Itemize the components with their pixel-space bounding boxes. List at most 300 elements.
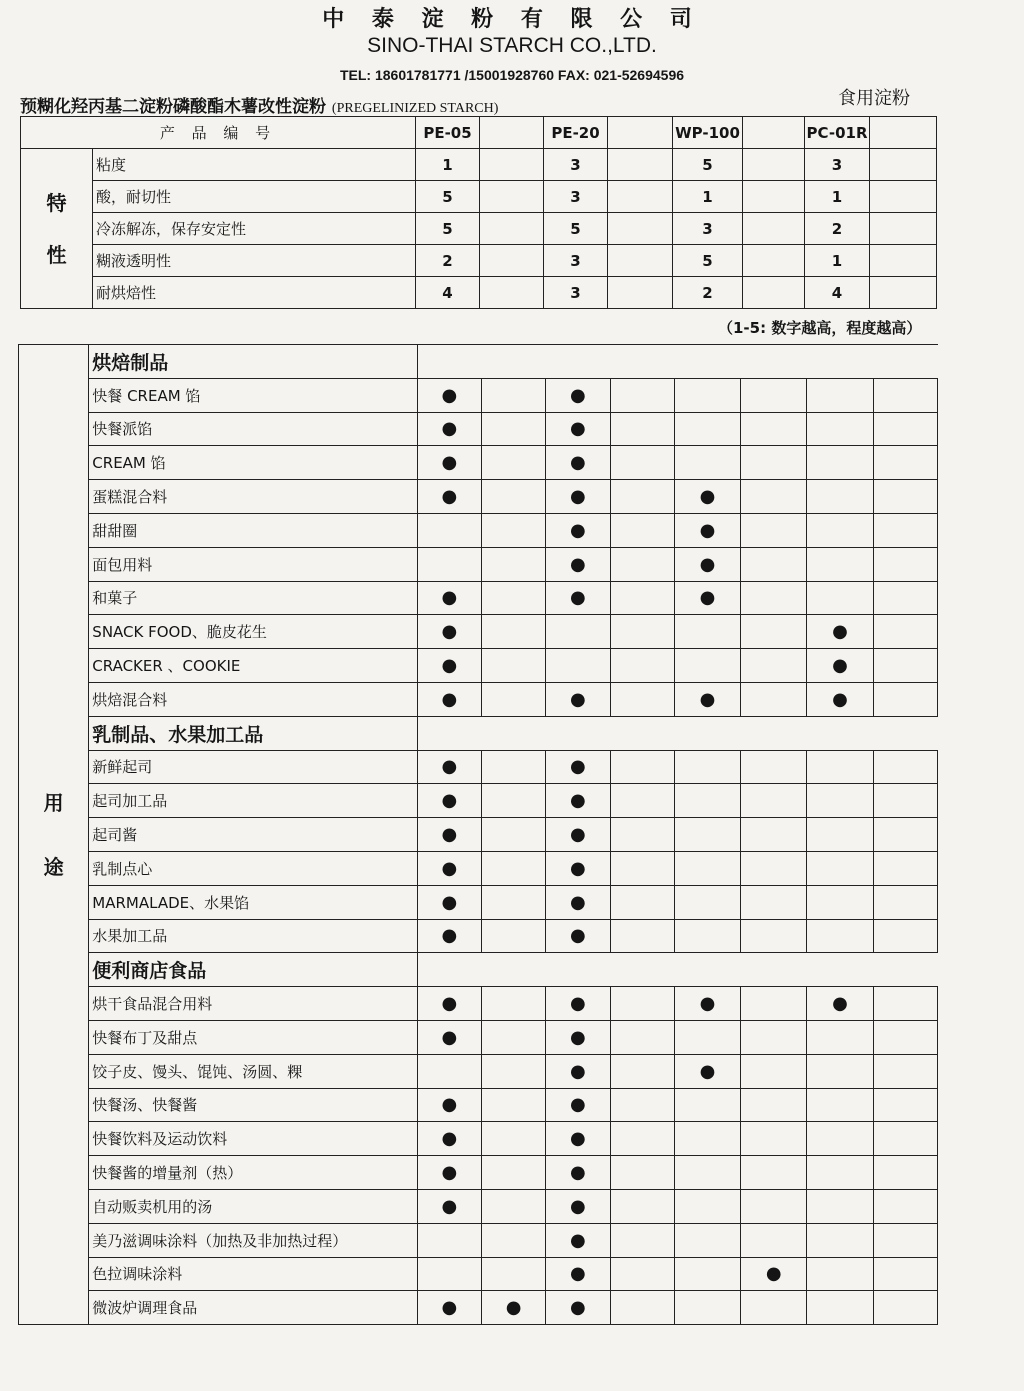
section-label-char: 途: [43, 854, 64, 879]
property-row: [21, 213, 937, 245]
empty-cell: [674, 1156, 740, 1190]
usage-mark: ●: [546, 1020, 610, 1054]
usage-row: [19, 615, 938, 649]
usage-mark: ●: [417, 480, 481, 514]
usage-row: [19, 1020, 938, 1054]
usage-label: 色拉调味涂料: [89, 1257, 417, 1291]
usage-mark: ●: [417, 649, 481, 683]
property-label: 耐烘焙性: [93, 277, 416, 309]
empty-cell: [741, 480, 807, 514]
usage-row: [19, 919, 938, 953]
usage-label: 起司酱: [89, 818, 417, 852]
usage-row: [19, 547, 938, 581]
empty-cell: [546, 615, 610, 649]
empty-cell: [610, 818, 674, 852]
empty-cell: [807, 885, 873, 919]
property-value: 2: [416, 245, 480, 277]
property-value: 5: [673, 245, 743, 277]
usage-label: CREAM 馅: [89, 446, 417, 480]
empty-cell: [807, 919, 873, 953]
property-value: 5: [544, 213, 608, 245]
empty-cell: [873, 1020, 937, 1054]
empty-cell: [481, 1088, 545, 1122]
empty-cell: [873, 987, 937, 1021]
property-label: 糊液透明性: [93, 245, 416, 277]
empty-cell: [610, 885, 674, 919]
usage-label: MARMALADE、水果馅: [89, 885, 417, 919]
empty-cell: [873, 818, 937, 852]
empty-cell: [610, 1189, 674, 1223]
properties-header-row: [21, 117, 937, 149]
property-value: 3: [544, 149, 608, 181]
usage-mark: ●: [674, 513, 740, 547]
usage-mark: ●: [546, 682, 610, 716]
empty-cell: [741, 1223, 807, 1257]
empty-cell: [610, 446, 674, 480]
product-title-en: (PREGELINIZED STARCH): [331, 101, 499, 116]
empty-cell: [741, 1122, 807, 1156]
usage-mark: ●: [546, 412, 610, 446]
property-value: 2: [805, 213, 870, 245]
usage-mark: ●: [807, 987, 873, 1021]
usage-mark: ●: [417, 818, 481, 852]
usage-mark: ●: [546, 513, 610, 547]
empty-cell: [741, 784, 807, 818]
empty-cell: [743, 149, 805, 181]
empty-cell: [873, 513, 937, 547]
usage-mark: ●: [546, 1189, 610, 1223]
usage-mark: ●: [546, 1257, 610, 1291]
property-value: 1: [805, 245, 870, 277]
usage-mark: ●: [741, 1257, 807, 1291]
usage-category-row: [19, 345, 938, 379]
empty-cell: [481, 1122, 545, 1156]
company-contact: TEL: 18601781771 /15001928760 FAX: 021-52694596: [339, 67, 685, 83]
empty-cell: [807, 1223, 873, 1257]
empty-cell: [807, 851, 873, 885]
empty-cell: [610, 1122, 674, 1156]
empty-cell: [610, 480, 674, 514]
empty-cell: [481, 885, 545, 919]
usage-label: 起司加工品: [89, 784, 417, 818]
empty-cell: [741, 851, 807, 885]
property-value: 1: [416, 149, 480, 181]
empty-cell: [674, 649, 740, 683]
property-value: 3: [544, 277, 608, 309]
empty-cell: [741, 1189, 807, 1223]
usage-row: [19, 581, 938, 615]
usage-row: [19, 682, 938, 716]
usage-row: [19, 818, 938, 852]
empty-cell: [873, 1189, 937, 1223]
empty-cell: [674, 446, 740, 480]
usage-label: 和菓子: [89, 581, 417, 615]
usage-label: 面包用料: [89, 547, 417, 581]
empty-cell: [873, 750, 937, 784]
empty-cell: [741, 1156, 807, 1190]
empty-cell: [873, 1257, 937, 1291]
product-title-cn: 预糊化羟丙基二淀粉磷酸酯木薯改性淀粉: [20, 97, 326, 117]
usage-mark: ●: [417, 1020, 481, 1054]
empty-cell: [481, 547, 545, 581]
empty-cell: [741, 412, 807, 446]
usage-row: [19, 446, 938, 480]
usage-mark: ●: [807, 682, 873, 716]
company-cn-name: 中 泰 淀 粉 有 限 公 司: [322, 7, 702, 32]
empty-cell: [610, 682, 674, 716]
product-code-wp-100: WP-100: [673, 117, 743, 149]
usage-mark: ●: [674, 581, 740, 615]
empty-cell: [674, 750, 740, 784]
empty-cell: [610, 784, 674, 818]
property-value: 3: [544, 181, 608, 213]
usage-label: SNACK FOOD、脆皮花生: [89, 615, 417, 649]
usage-mark: ●: [674, 547, 740, 581]
usage-mark: ●: [546, 378, 610, 412]
empty-cell: [873, 446, 937, 480]
empty-cell: [873, 784, 937, 818]
empty-cell: [873, 378, 937, 412]
empty-cell: [807, 1291, 873, 1325]
usage-mark: ●: [417, 851, 481, 885]
empty-cell: [610, 1156, 674, 1190]
empty-cell: [873, 1291, 937, 1325]
usage-row: [19, 987, 938, 1021]
empty-cell: [608, 213, 673, 245]
empty-cell: [870, 181, 937, 213]
usage-mark: ●: [546, 1054, 610, 1088]
usage-label: 快餐布丁及甜点: [89, 1020, 417, 1054]
empty-cell: [608, 245, 673, 277]
empty-cell: [481, 919, 545, 953]
usage-mark: ●: [417, 378, 481, 412]
empty-cell: [741, 1291, 807, 1325]
header-spacer-cell: [480, 117, 544, 149]
usage-mark: ●: [546, 1122, 610, 1156]
property-value: 3: [673, 213, 743, 245]
product-code-pe-20: PE-20: [544, 117, 608, 149]
empty-cell: [873, 547, 937, 581]
usage-mark: ●: [546, 581, 610, 615]
usage-row: [19, 784, 938, 818]
empty-cell: [807, 818, 873, 852]
empty-cell: [610, 919, 674, 953]
usage-mark: ●: [674, 987, 740, 1021]
empty-cell: [741, 919, 807, 953]
empty-cell: [610, 513, 674, 547]
empty-cell: [743, 213, 805, 245]
empty-cell: [610, 851, 674, 885]
property-value: 5: [673, 149, 743, 181]
usage-row: [19, 1223, 938, 1257]
empty-cell: [417, 1257, 481, 1291]
section-label-char: 特: [46, 190, 67, 215]
usage-label: 乳制点心: [89, 851, 417, 885]
empty-cell: [741, 378, 807, 412]
empty-cell: [873, 885, 937, 919]
empty-cell: [873, 682, 937, 716]
product-code-pc-01r: PC-01R: [805, 117, 870, 149]
empty-cell: [807, 412, 873, 446]
usage-row: [19, 1088, 938, 1122]
empty-cell: [807, 1020, 873, 1054]
usage-row: [19, 480, 938, 514]
empty-cell: [610, 412, 674, 446]
usage-mark: ●: [546, 480, 610, 514]
usage-mark: ●: [546, 885, 610, 919]
empty-cell: [873, 1122, 937, 1156]
empty-cell: [481, 649, 545, 683]
empty-cell: [610, 615, 674, 649]
empty-cell: [610, 1020, 674, 1054]
property-value: 3: [544, 245, 608, 277]
empty-cell: [610, 581, 674, 615]
empty-cell: [870, 149, 937, 181]
empty-cell: [480, 149, 544, 181]
empty-cell: [807, 1189, 873, 1223]
empty-cell: [417, 547, 481, 581]
property-value: 1: [673, 181, 743, 213]
usage-mark: ●: [546, 1088, 610, 1122]
usage-row: [19, 649, 938, 683]
empty-cell: [481, 581, 545, 615]
usage-label: 蛋糕混合料: [89, 480, 417, 514]
empty-cell: [481, 513, 545, 547]
usage-mark: ●: [546, 919, 610, 953]
usage-label: 快餐派馅: [89, 412, 417, 446]
empty-cell: [610, 1223, 674, 1257]
usage-mark: ●: [546, 818, 610, 852]
usage-label: 快餐汤、快餐酱: [89, 1088, 417, 1122]
empty-cell: [743, 277, 805, 309]
empty-cell: [481, 851, 545, 885]
usage-mark: ●: [417, 885, 481, 919]
usage-mark: ●: [417, 1189, 481, 1223]
empty-cell: [741, 682, 807, 716]
usage-mark: ●: [417, 682, 481, 716]
empty-cell: [873, 1088, 937, 1122]
usage-mark: ●: [417, 987, 481, 1021]
usage-label: 饺子皮、馒头、馄饨、汤圆、粿: [89, 1054, 417, 1088]
empty-cell: [417, 513, 481, 547]
empty-cell: [743, 181, 805, 213]
property-value: 4: [416, 277, 480, 309]
empty-cell: [610, 547, 674, 581]
empty-cell: [608, 181, 673, 213]
empty-cell: [481, 446, 545, 480]
empty-cell: [807, 378, 873, 412]
usage-label: 快餐饮料及运动饮料: [89, 1122, 417, 1156]
usage-row: [19, 378, 938, 412]
usage-mark: ●: [674, 682, 740, 716]
empty-cell: [870, 277, 937, 309]
usage-row: [19, 1122, 938, 1156]
usage-label: 甜甜圈: [89, 513, 417, 547]
empty-cell: [741, 750, 807, 784]
document-type: 食用淀粉: [838, 88, 910, 109]
category-blank: [417, 716, 937, 750]
usage-category-title: 乳制品、水果加工品: [89, 716, 417, 750]
usage-mark: ●: [417, 412, 481, 446]
section-label-char: 性: [46, 242, 67, 267]
empty-cell: [807, 480, 873, 514]
empty-cell: [873, 615, 937, 649]
section-label-char: 用: [43, 790, 64, 815]
usage-category-title: 烘焙制品: [89, 345, 417, 379]
empty-cell: [610, 987, 674, 1021]
empty-cell: [741, 513, 807, 547]
empty-cell: [741, 885, 807, 919]
empty-cell: [674, 1020, 740, 1054]
usage-label: 美乃滋调味涂料（加热及非加热过程）: [89, 1223, 417, 1257]
usage-mark: ●: [546, 547, 610, 581]
empty-cell: [481, 412, 545, 446]
usage-mark: ●: [546, 851, 610, 885]
empty-cell: [417, 1223, 481, 1257]
empty-cell: [807, 446, 873, 480]
property-row: [21, 181, 937, 213]
property-row: [21, 277, 937, 309]
empty-cell: [743, 245, 805, 277]
empty-cell: [610, 1257, 674, 1291]
usage-label: 微波炉调理食品: [89, 1291, 417, 1325]
empty-cell: [480, 277, 544, 309]
empty-cell: [546, 649, 610, 683]
empty-cell: [674, 885, 740, 919]
property-label: 酸，耐切性: [93, 181, 416, 213]
empty-cell: [741, 649, 807, 683]
product-code-pe-05: PE-05: [416, 117, 480, 149]
product-title: [20, 92, 498, 117]
usage-label: 自动贩卖机用的汤: [89, 1189, 417, 1223]
empty-cell: [807, 1257, 873, 1291]
usage-mark: ●: [417, 1088, 481, 1122]
usage-mark: ●: [546, 446, 610, 480]
usage-label: CRACKER 、COOKIE: [89, 649, 417, 683]
product-code-header: 产 品 编 号: [21, 117, 416, 149]
empty-cell: [873, 919, 937, 953]
empty-cell: [481, 1257, 545, 1291]
usage-mark: ●: [417, 919, 481, 953]
usage-mark: ●: [674, 480, 740, 514]
usage-mark: ●: [674, 1054, 740, 1088]
usage-mark: ●: [546, 750, 610, 784]
property-value: 5: [416, 181, 480, 213]
empty-cell: [873, 851, 937, 885]
empty-cell: [807, 1088, 873, 1122]
property-value: 4: [805, 277, 870, 309]
usage-mark: ●: [417, 1122, 481, 1156]
properties-table: [20, 116, 937, 309]
empty-cell: [741, 446, 807, 480]
empty-cell: [741, 547, 807, 581]
usage-label: 烘干食品混合用料: [89, 987, 417, 1021]
empty-cell: [608, 149, 673, 181]
empty-cell: [873, 1156, 937, 1190]
empty-cell: [610, 1291, 674, 1325]
usage-mark: ●: [807, 615, 873, 649]
empty-cell: [870, 245, 937, 277]
empty-cell: [873, 649, 937, 683]
usage-label: 水果加工品: [89, 919, 417, 953]
usage-mark: ●: [417, 581, 481, 615]
empty-cell: [807, 1156, 873, 1190]
empty-cell: [610, 378, 674, 412]
empty-cell: [610, 750, 674, 784]
empty-cell: [481, 480, 545, 514]
empty-cell: [417, 1054, 481, 1088]
empty-cell: [674, 1257, 740, 1291]
empty-cell: [807, 1122, 873, 1156]
empty-cell: [873, 581, 937, 615]
empty-cell: [873, 1223, 937, 1257]
usage-mark: ●: [546, 784, 610, 818]
empty-cell: [674, 1189, 740, 1223]
usage-label: 快餐酱的增量剂（热）: [89, 1156, 417, 1190]
usage-row: [19, 1054, 938, 1088]
property-label: 粘度: [93, 149, 416, 181]
empty-cell: [741, 581, 807, 615]
usage-row: [19, 1257, 938, 1291]
empty-cell: [481, 987, 545, 1021]
usage-mark: ●: [807, 649, 873, 683]
usage-mark: ●: [546, 1156, 610, 1190]
property-value: 3: [805, 149, 870, 181]
empty-cell: [674, 1291, 740, 1325]
usage-mark: ●: [417, 1291, 481, 1325]
empty-cell: [674, 1122, 740, 1156]
empty-cell: [481, 1223, 545, 1257]
empty-cell: [741, 987, 807, 1021]
usage-row: [19, 412, 938, 446]
empty-cell: [610, 1088, 674, 1122]
empty-cell: [674, 412, 740, 446]
usage-mark: ●: [546, 987, 610, 1021]
usage-category-title: 便利商店食品: [89, 953, 417, 987]
usage-mark: ●: [481, 1291, 545, 1325]
empty-cell: [481, 615, 545, 649]
empty-cell: [481, 818, 545, 852]
empty-cell: [741, 1088, 807, 1122]
empty-cell: [674, 818, 740, 852]
empty-cell: [807, 513, 873, 547]
empty-cell: [674, 1223, 740, 1257]
usage-category-row: [19, 716, 938, 750]
usage-label: 快餐 CREAM 馅: [89, 378, 417, 412]
usage-mark: ●: [417, 446, 481, 480]
empty-cell: [610, 649, 674, 683]
usage-mark: ●: [546, 1291, 610, 1325]
empty-cell: [674, 784, 740, 818]
empty-cell: [873, 412, 937, 446]
empty-cell: [480, 213, 544, 245]
empty-cell: [674, 919, 740, 953]
usage-row: [19, 1156, 938, 1190]
empty-cell: [807, 1054, 873, 1088]
usage-section-label: [19, 345, 89, 1325]
empty-cell: [674, 1088, 740, 1122]
usage-mark: ●: [417, 784, 481, 818]
category-blank: [417, 345, 937, 379]
empty-cell: [741, 1054, 807, 1088]
usage-mark: ●: [417, 750, 481, 784]
header-spacer-cell: [743, 117, 805, 149]
empty-cell: [481, 750, 545, 784]
usage-row: [19, 885, 938, 919]
empty-cell: [608, 277, 673, 309]
empty-cell: [873, 480, 937, 514]
header-spacer-cell: [870, 117, 937, 149]
